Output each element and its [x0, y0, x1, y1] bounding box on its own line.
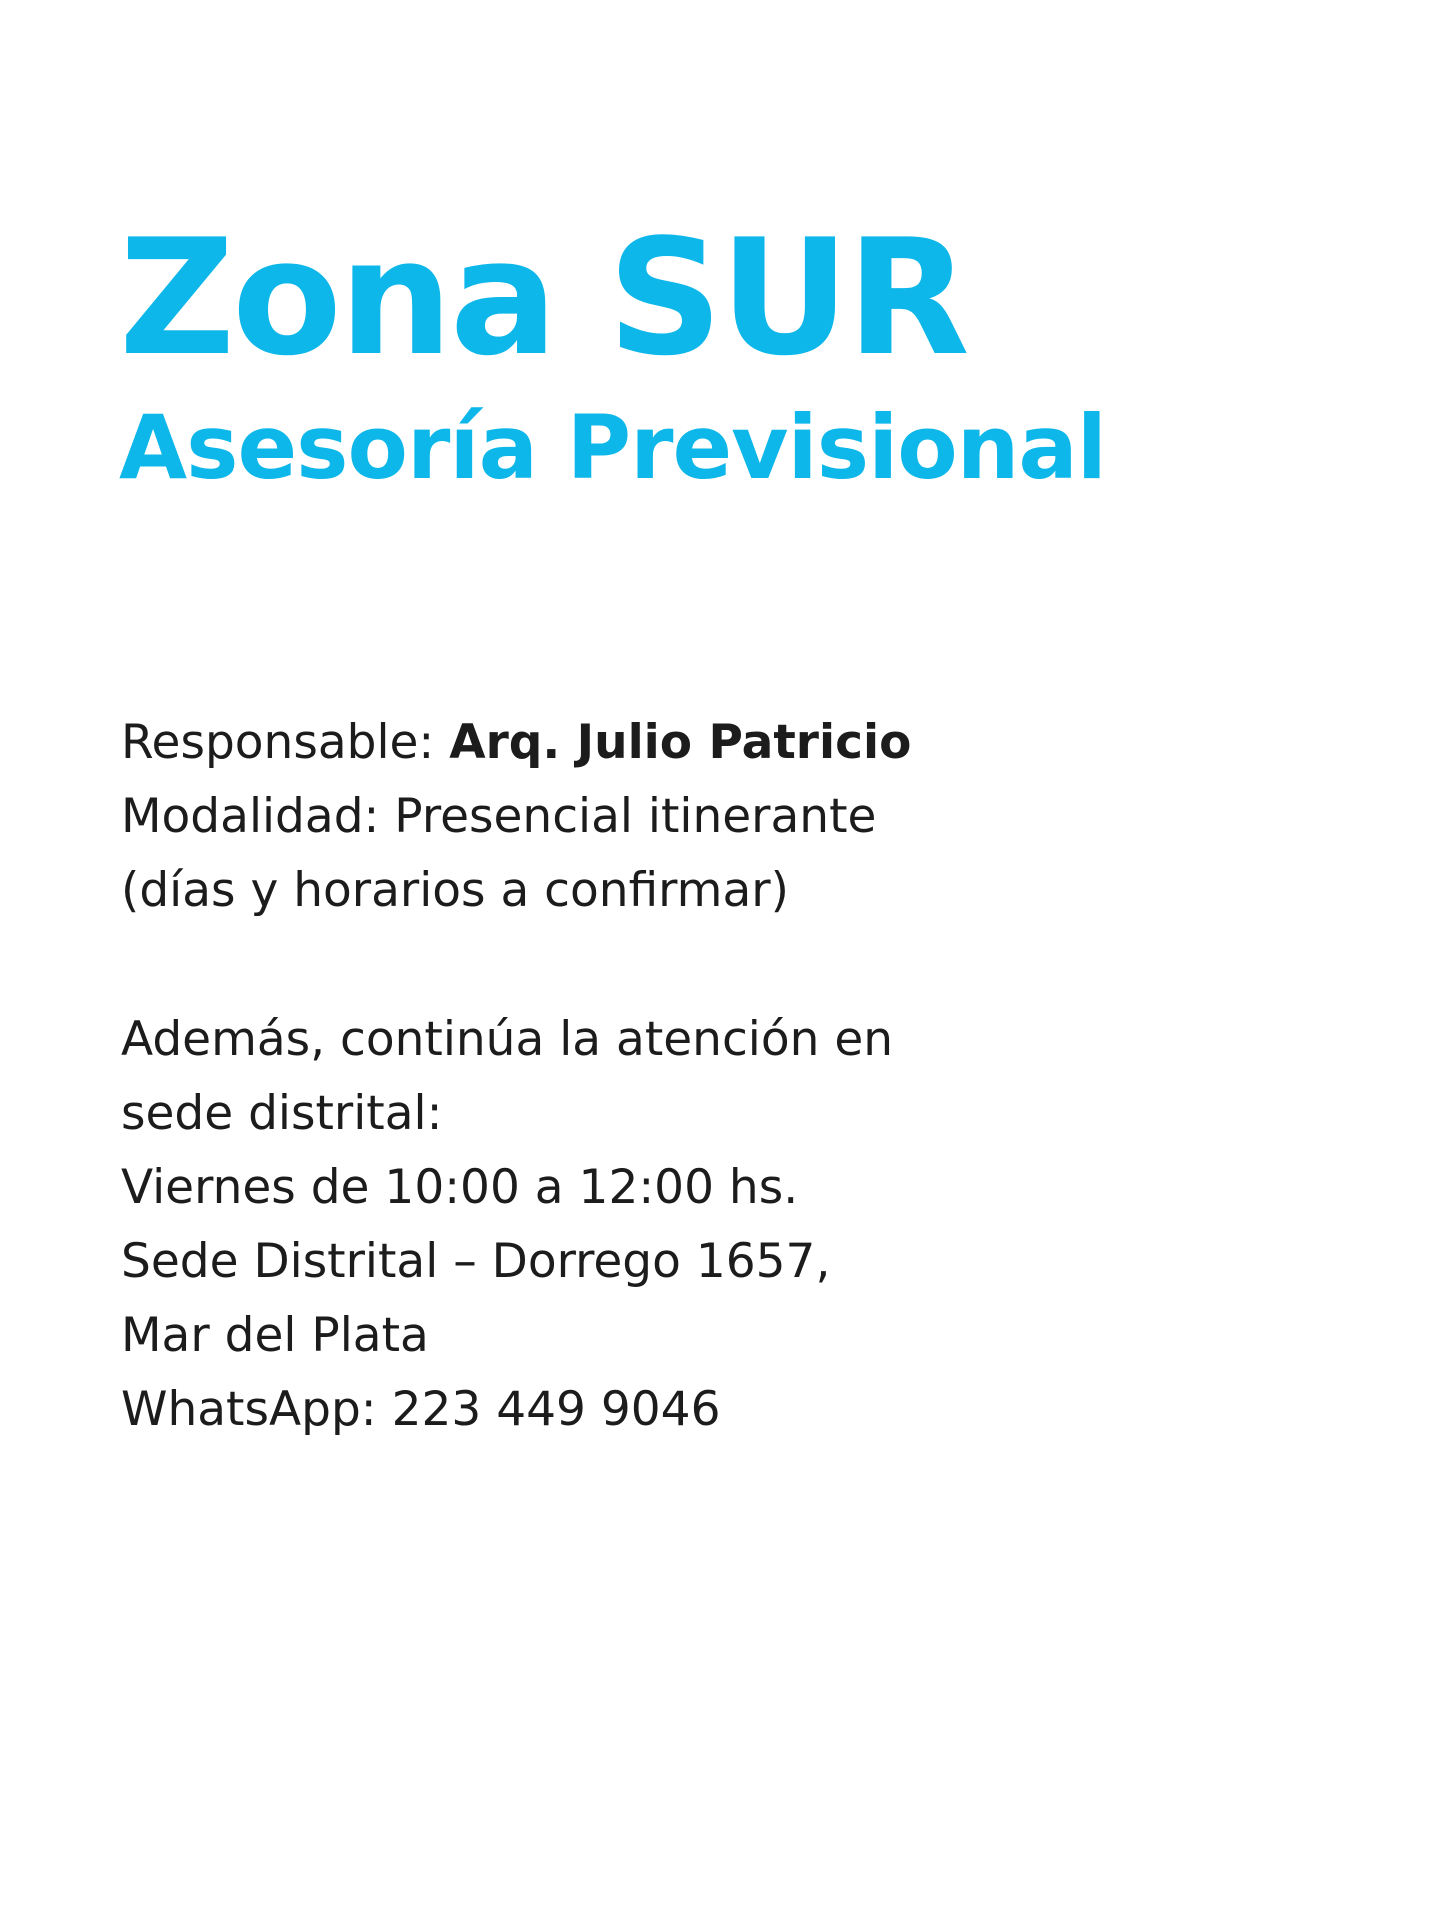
page-title: Zona SUR	[119, 204, 967, 391]
office-hours: Viernes de 10:00 a 12:00 hs.	[121, 1160, 799, 1215]
office-intro-line-2: sede distrital:	[121, 1086, 443, 1141]
whatsapp-contact: WhatsApp: 223 449 9046	[121, 1382, 721, 1437]
responsable-line	[121, 706, 911, 780]
office-address-line-2: Mar del Plata	[121, 1308, 429, 1363]
modalidad-line: Modalidad: Presencial itinerante	[121, 789, 877, 844]
page-subtitle: Asesoría Previsional	[119, 396, 1106, 499]
office-block	[121, 1003, 893, 1447]
schedule-note: (días y horarios a confirmar)	[121, 863, 789, 918]
responsable-label: Responsable:	[121, 715, 450, 770]
details-block	[121, 706, 911, 928]
responsable-name: Arq. Julio Patricio	[449, 715, 912, 770]
office-intro-line-1: Además, continúa la atención en	[121, 1012, 894, 1067]
office-address-line-1: Sede Distrital – Dorrego 1657,	[121, 1234, 831, 1289]
